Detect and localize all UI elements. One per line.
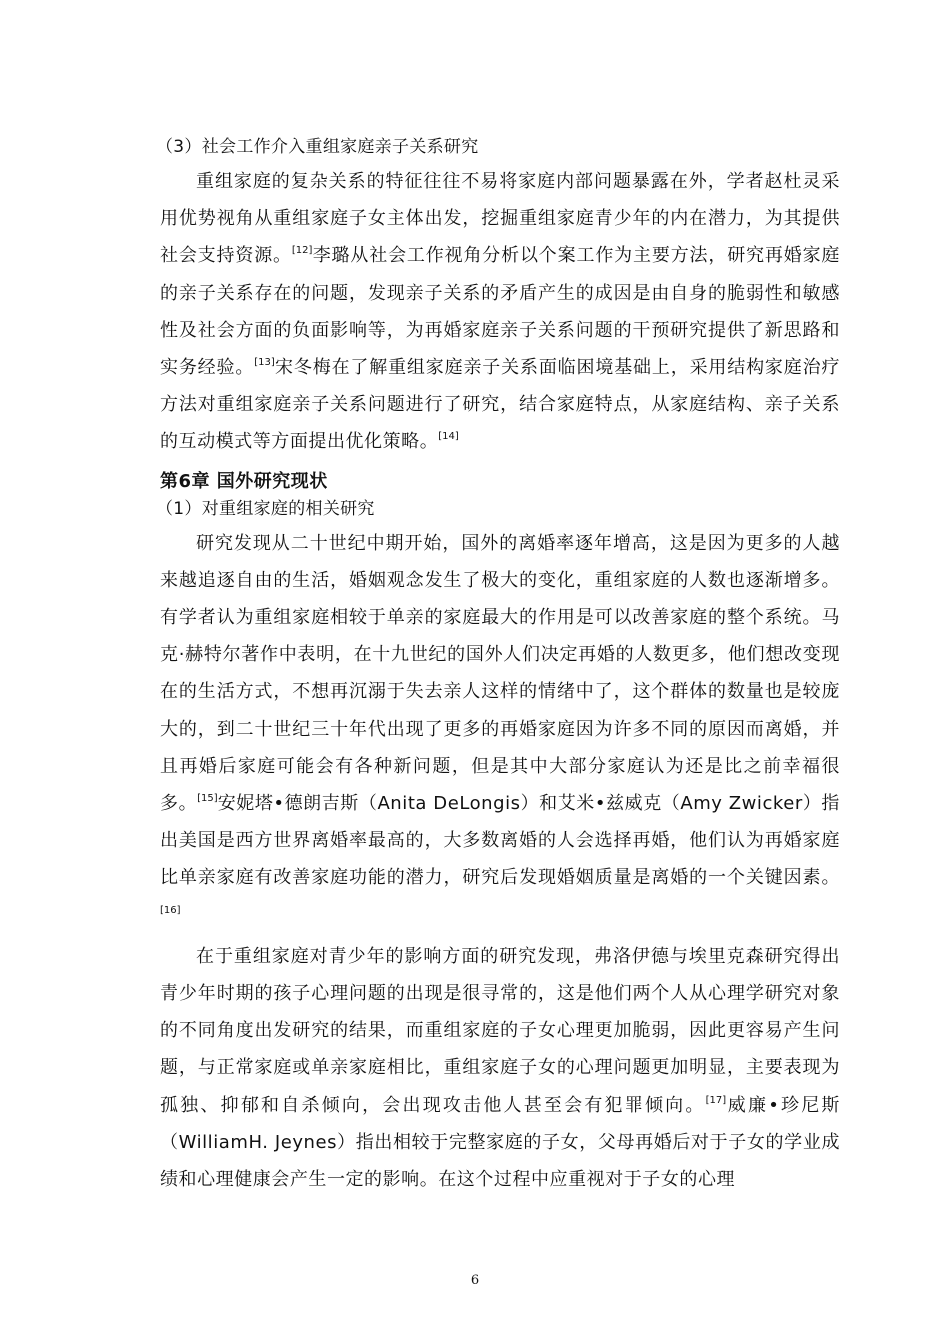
citation-13: [13] (254, 357, 275, 369)
paragraph-divorce-trends (160, 525, 840, 934)
paragraph-text: 安妮塔•德朗吉斯（Anita DeLongis）和艾米•兹威克（Amy Zwicker）指出美国是西方世界离婚率最高的，大多数离婚的人会选择再婚，他们认为再婚家庭比单亲家庭有改善家庭功能的潜力，研究后发现婚姻质量是离婚的一个关键因素。 (160, 793, 840, 889)
citation-15: [15] (197, 793, 218, 805)
paragraph-text: 威廉•珍尼斯（WilliamH. Jeynes）指出相较于完整家庭的子女，父母再婚后对于子女的学业成绩和心理健康会产生一定的影响。在这个过程中应重视对于子女的心理 (160, 1094, 840, 1191)
paragraph-text: 李璐从社会工作视角分析以个案工作为主要方法，研究再婚家庭的亲子关系存在的问题，发现亲子关系的矛盾产生的成因是由自身的脆弱性和敏感性及社会方面的负面影响等，为再婚家庭亲子关系问题的干预研究提供了新思路和实务经验。 (160, 245, 840, 379)
paragraph-text: 研究发现从二十世纪中期开始，国外的离婚率逐年增高，这是因为更多的人越来越追逐自由的生活，婚姻观念发生了极大的变化，重组家庭的人数也逐渐增多。有学者认为重组家庭相较于单亲的家庭最大的作用是可以改善家庭的整个系统。马克·赫特尔著作中表明，在十九世纪的国外人们决定再婚的人数更多，他们想改变现在的生活方式，不想再沉溺于失去亲人这样的情绪中了，这个群体的数量也是较庞大的，到二十世纪三十年代出现了更多的再婚家庭因为许多不同的原因而离婚，并且再婚后家庭可能会有各种新问题，但是其中大部分家庭认为还是比之前幸福很多。 (160, 532, 840, 815)
section-heading-remarried-family: （1）对重组家庭的相关研究 (156, 498, 375, 519)
paragraph-text: 重组家庭的复杂关系的特征往往不易将家庭内部问题暴露在外，学者赵杜灵采用优势视角从重组家庭子女主体出发，挖掘重组家庭青少年的内在潜力，为其提供社会支持资源。 (160, 171, 840, 267)
page-body (156, 134, 841, 1198)
paragraph-adolescent-impact (160, 938, 840, 1198)
section-heading-social-work: （3）社会工作介入重组家庭亲子关系研究 (156, 137, 479, 157)
citation-14: [14] (438, 431, 459, 443)
citation-16: [16] (160, 904, 181, 916)
citation-12: [12] (291, 245, 313, 257)
chapter-title: 第6章 国外研究现状 (160, 470, 328, 492)
paragraph-text: 宋冬梅在了解重组家庭亲子关系面临困境基础上，采用结构家庭治疗方法对重组家庭亲子关系问题进行了研究，结合家庭特点，从家庭结构、亲子关系的互动模式等方面提出优化策略。 (160, 357, 841, 453)
citation-17: [17] (705, 1094, 727, 1106)
paragraph-text: 在于重组家庭对青少年的影响方面的研究发现，弗洛伊德与埃里克森研究得出青少年时期的孩子心理问题的出现是很寻常的，这是他们两个人从心理学研究对象的不同角度出发研究的结果，而重组家庭的子女心理更加脆弱，因此更容易产生问题，与正常家庭或单亲家庭相比，重组家庭子女的心理问题更加明显，主要表现为孤独、抑郁和自杀倾向，会出现攻击他人甚至会有犯罪倾向。 (160, 945, 840, 1116)
paragraph-social-work (160, 163, 840, 461)
page-number: 6 (470, 1273, 480, 1288)
